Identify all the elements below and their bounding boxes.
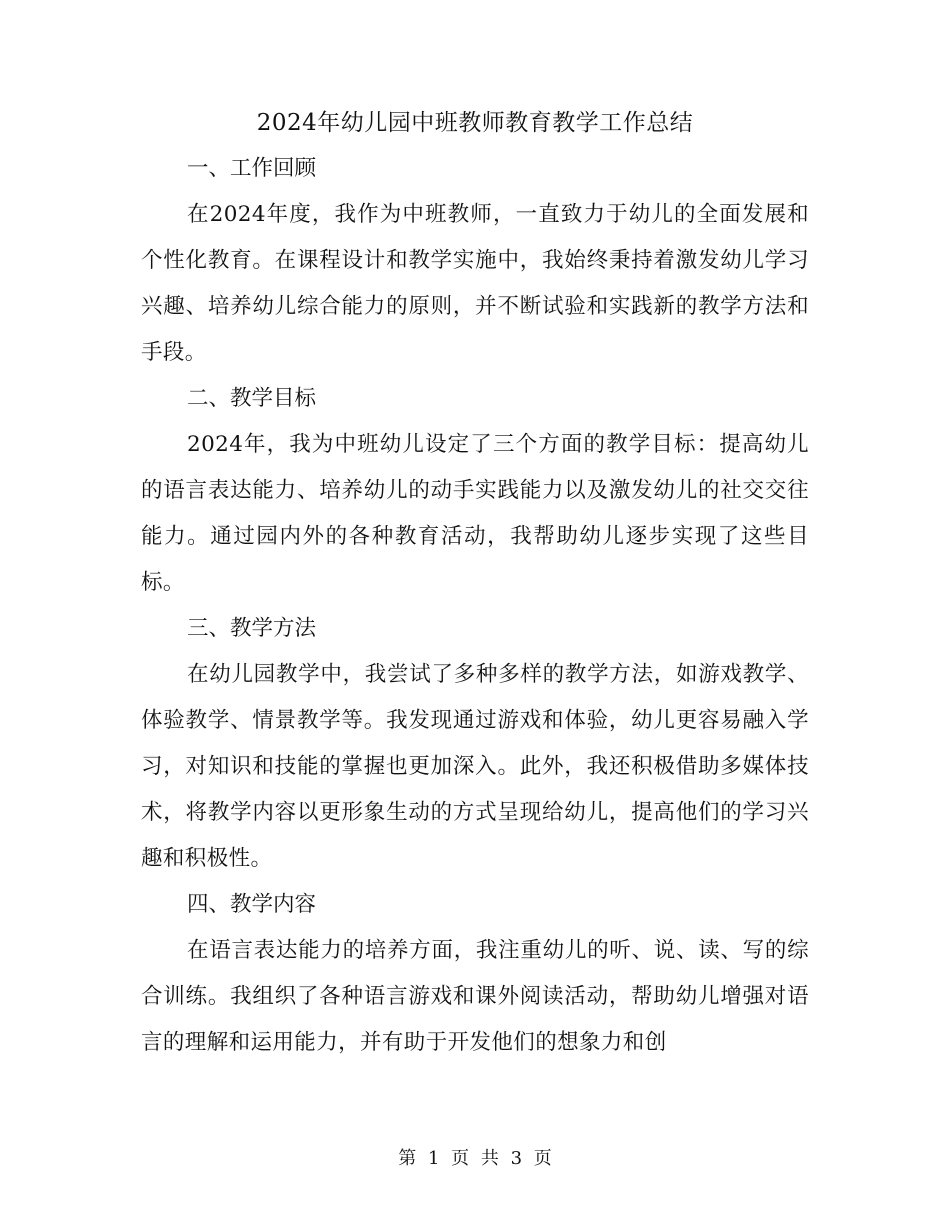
page-number-footer: 第 1 页 共 3 页 bbox=[398, 1148, 552, 1169]
paragraph-work-review: 在2024年度，我作为中班教师，一直致力于幼儿的全面发展和个性化教育。在课程设计和教学实施中，我始终秉持着激发幼儿学习兴趣、培养幼儿综合能力的原则，并不断试验和实践新的教学方法和手段。 bbox=[141, 202, 809, 365]
section-heading-teaching-methods: 三、教学方法 bbox=[187, 616, 317, 641]
document-title: 2024年幼儿园中班教师教育教学工作总结 bbox=[256, 110, 694, 136]
section-heading-work-review: 一、工作回顾 bbox=[187, 156, 317, 181]
paragraph-teaching-methods: 在幼儿园教学中，我尝试了多种多样的教学方法，如游戏教学、体验教学、情景教学等。我发现通过游戏和体验，幼儿更容易融入学习，对知识和技能的掌握也更加深入。此外，我还积极借助多媒体技术，将教学内容以更形象生动的方式呈现给幼儿，提高他们的学习兴趣和积极性。 bbox=[141, 662, 809, 871]
paragraph-teaching-content: 在语言表达能力的培养方面，我注重幼儿的听、说、读、写的综合训练。我组织了各种语言游戏和课外阅读活动，帮助幼儿增强对语言的理解和运用能力，并有助于开发他们的想象力和创 bbox=[141, 938, 809, 1055]
paragraph-teaching-goals: 2024年，我为中班幼儿设定了三个方面的教学目标：提高幼儿的语言表达能力、培养幼儿的动手实践能力以及激发幼儿的社交交往能力。通过园内外的各种教育活动，我帮助幼儿逐步实现了这些目标。 bbox=[141, 432, 809, 595]
section-heading-teaching-goals: 二、教学目标 bbox=[187, 386, 317, 411]
section-heading-teaching-content: 四、教学内容 bbox=[187, 892, 317, 917]
document-body bbox=[141, 100, 809, 1066]
